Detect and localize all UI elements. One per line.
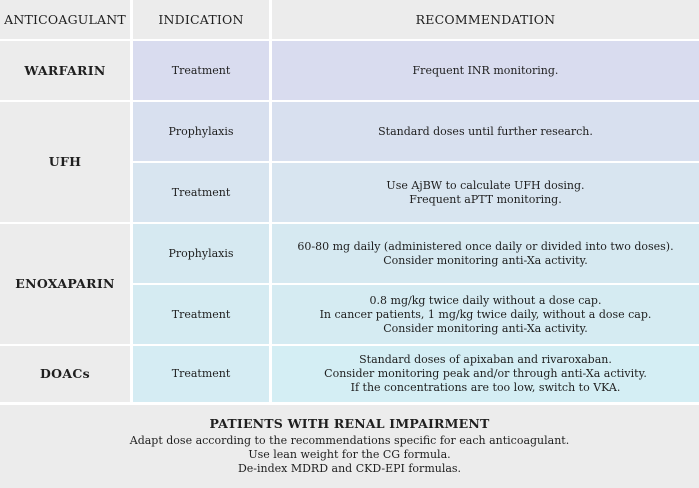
- enoxaparin-treatment-recommendation: [272, 285, 699, 344]
- doacs-treatment-indication: Treatment: [133, 346, 269, 402]
- enoxaparin-prophylaxis-recommendation: [272, 224, 699, 283]
- ufh-prophylaxis-indication: Prophylaxis: [133, 102, 269, 161]
- recommendation-line: 0.8 mg/kg twice daily without a dose cap.: [369, 293, 602, 307]
- doacs-treatment-recommendation: [272, 346, 699, 402]
- renal-impairment-title: PATIENTS WITH RENAL IMPAIRMENT: [209, 416, 490, 431]
- ufh-treatment-recommendation: [272, 163, 699, 222]
- recommendation-line: Standard doses until further research.: [378, 124, 593, 138]
- recommendation-line: 60-80 mg daily (administered once daily or divided into two doses).: [297, 239, 674, 253]
- recommendation-line: Consider monitoring peak and/or through anti-Xa activity.: [324, 367, 647, 380]
- recommendation-line: If the concentrations are too low, switch to VKA.: [350, 381, 621, 394]
- recommendation-line: Standard doses of apixaban and rivaroxaban.: [359, 353, 612, 366]
- warfarin-treatment-indication: Treatment: [133, 41, 269, 100]
- header-anticoagulant: ANTICOAGULANT: [0, 0, 130, 39]
- renal-line: Adapt dose according to the recommendations specific for each anticoagulant.: [129, 434, 570, 447]
- recommendation-line: In cancer patients, 1 mg/kg twice daily, without a dose cap.: [319, 307, 652, 321]
- header-indication: INDICATION: [133, 0, 269, 39]
- drug-name-ufh: UFH: [0, 102, 130, 222]
- recommendation-line: Consider monitoring anti-Xa activity.: [383, 253, 588, 267]
- recommendation-line: Consider monitoring anti-Xa activity.: [383, 321, 588, 335]
- ufh-treatment-indication: Treatment: [133, 163, 269, 222]
- drug-name-enoxaparin: ENOXAPARIN: [0, 224, 130, 344]
- drug-name-doacs: DOACs: [0, 346, 130, 402]
- warfarin-treatment-recommendation: [272, 41, 699, 100]
- recommendation-line: Use AjBW to calculate UFH dosing.: [386, 178, 585, 192]
- ufh-prophylaxis-recommendation: [272, 102, 699, 161]
- header-recommendation: RECOMMENDATION: [272, 0, 699, 39]
- enoxaparin-prophylaxis-indication: Prophylaxis: [133, 224, 269, 283]
- enoxaparin-treatment-indication: Treatment: [133, 285, 269, 344]
- recommendation-line: Frequent aPTT monitoring.: [409, 192, 562, 206]
- recommendation-line: Frequent INR monitoring.: [412, 63, 559, 77]
- renal-impairment-panel: [0, 405, 699, 488]
- renal-line: De-index MDRD and CKD-EPI formulas.: [237, 462, 462, 475]
- renal-line: Use lean weight for the CG formula.: [248, 448, 451, 461]
- drug-name-warfarin: WARFARIN: [0, 41, 130, 100]
